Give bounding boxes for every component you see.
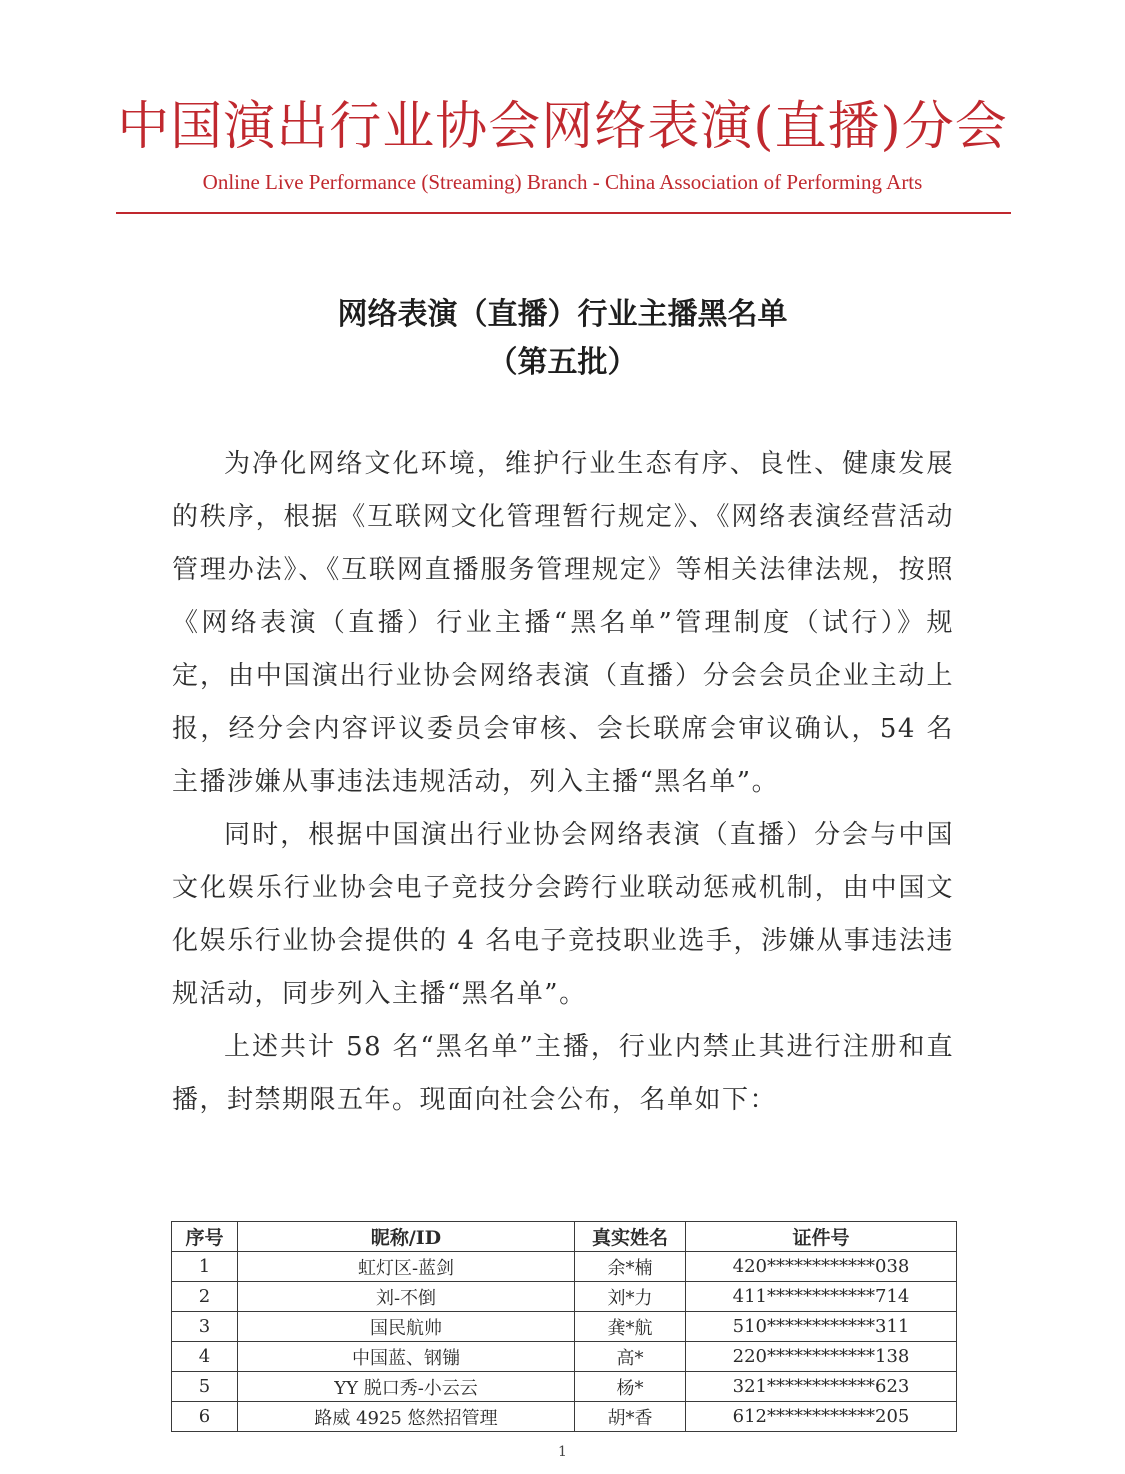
table-row	[172, 1252, 957, 1282]
cell-nickname: YY 脱口秀-小云云	[238, 1372, 575, 1402]
paragraph: 为净化网络文化环境，维护行业生态有序、良性、健康发展的秩序，根据《互联网文化管理暂行规定》、《网络表演经营活动管理办法》、《互联网直播服务管理规定》等相关法律法规，按照《网络表演（直播）行业主播“黑名单”管理制度（试行）》规定，由中国演出行业协会网络表演（直播）分会会员企业主动上报，经分会内容评议委员会审核、会长联席会审议确认，54 名主播涉嫌从事违法违规活动，列入主播“黑名单”。	[172, 449, 954, 797]
table-header-row	[172, 1222, 957, 1252]
cell-id-number: 420************038	[686, 1252, 957, 1282]
document-body	[172, 438, 954, 1127]
cell-real-name: 胡*香	[575, 1402, 686, 1432]
cell-nickname: 国民航帅	[238, 1312, 575, 1342]
cell-real-name: 高*	[575, 1342, 686, 1372]
cell-index: 1	[172, 1252, 238, 1282]
cell-index: 2	[172, 1282, 238, 1312]
cell-id-number: 220************138	[686, 1342, 957, 1372]
table-row	[172, 1342, 957, 1372]
column-header-id-number: 证件号	[686, 1222, 957, 1252]
cell-real-name: 杨*	[575, 1372, 686, 1402]
table-row	[172, 1312, 957, 1342]
header-divider	[116, 212, 1011, 214]
cell-nickname: 刘-不倒	[238, 1282, 575, 1312]
cell-real-name: 龚*航	[575, 1312, 686, 1342]
cell-id-number: 411************714	[686, 1282, 957, 1312]
document-batch: （第五批）	[487, 345, 638, 380]
cell-id-number: 612************205	[686, 1402, 957, 1432]
cell-nickname: 路威 4925 悠然招管理	[238, 1402, 575, 1432]
cell-index: 6	[172, 1402, 238, 1432]
cell-nickname: 中国蓝、钢镚	[238, 1342, 575, 1372]
page-number: 1	[558, 1444, 567, 1460]
document-title: 网络表演（直播）行业主播黑名单	[337, 297, 788, 332]
table-row	[172, 1372, 957, 1402]
paragraph: 上述共计 58 名“黑名单”主播，行业内禁止其进行注册和直播，封禁期限五年。现面向社会公布，名单如下：	[172, 1032, 954, 1115]
table-row	[172, 1402, 957, 1432]
column-header-real-name: 真实姓名	[575, 1222, 686, 1252]
column-header-nickname: 昵称/ID	[238, 1222, 575, 1252]
cell-index: 3	[172, 1312, 238, 1342]
cell-real-name: 余*楠	[575, 1252, 686, 1282]
cell-id-number: 510************311	[686, 1312, 957, 1342]
blacklist-table	[171, 1221, 957, 1432]
org-subtitle: Online Live Performance (Streaming) Branch - China Association of Performing Arts	[202, 170, 923, 194]
column-header-index: 序号	[172, 1222, 238, 1252]
org-title: 中国演出行业协会网络表演(直播)分会	[117, 97, 1008, 157]
paragraph: 同时，根据中国演出行业协会网络表演（直播）分会与中国文化娱乐行业协会电子竞技分会跨行业联动惩戒机制，由中国文化娱乐行业协会提供的 4 名电子竞技职业选手，涉嫌从事违法违规活动，同步列入主播“黑名单”。	[172, 820, 954, 1009]
cell-id-number: 321************623	[686, 1372, 957, 1402]
cell-nickname: 虹灯区-蓝剑	[238, 1252, 575, 1282]
cell-index: 4	[172, 1342, 238, 1372]
cell-index: 5	[172, 1372, 238, 1402]
cell-real-name: 刘*力	[575, 1282, 686, 1312]
table-row	[172, 1282, 957, 1312]
